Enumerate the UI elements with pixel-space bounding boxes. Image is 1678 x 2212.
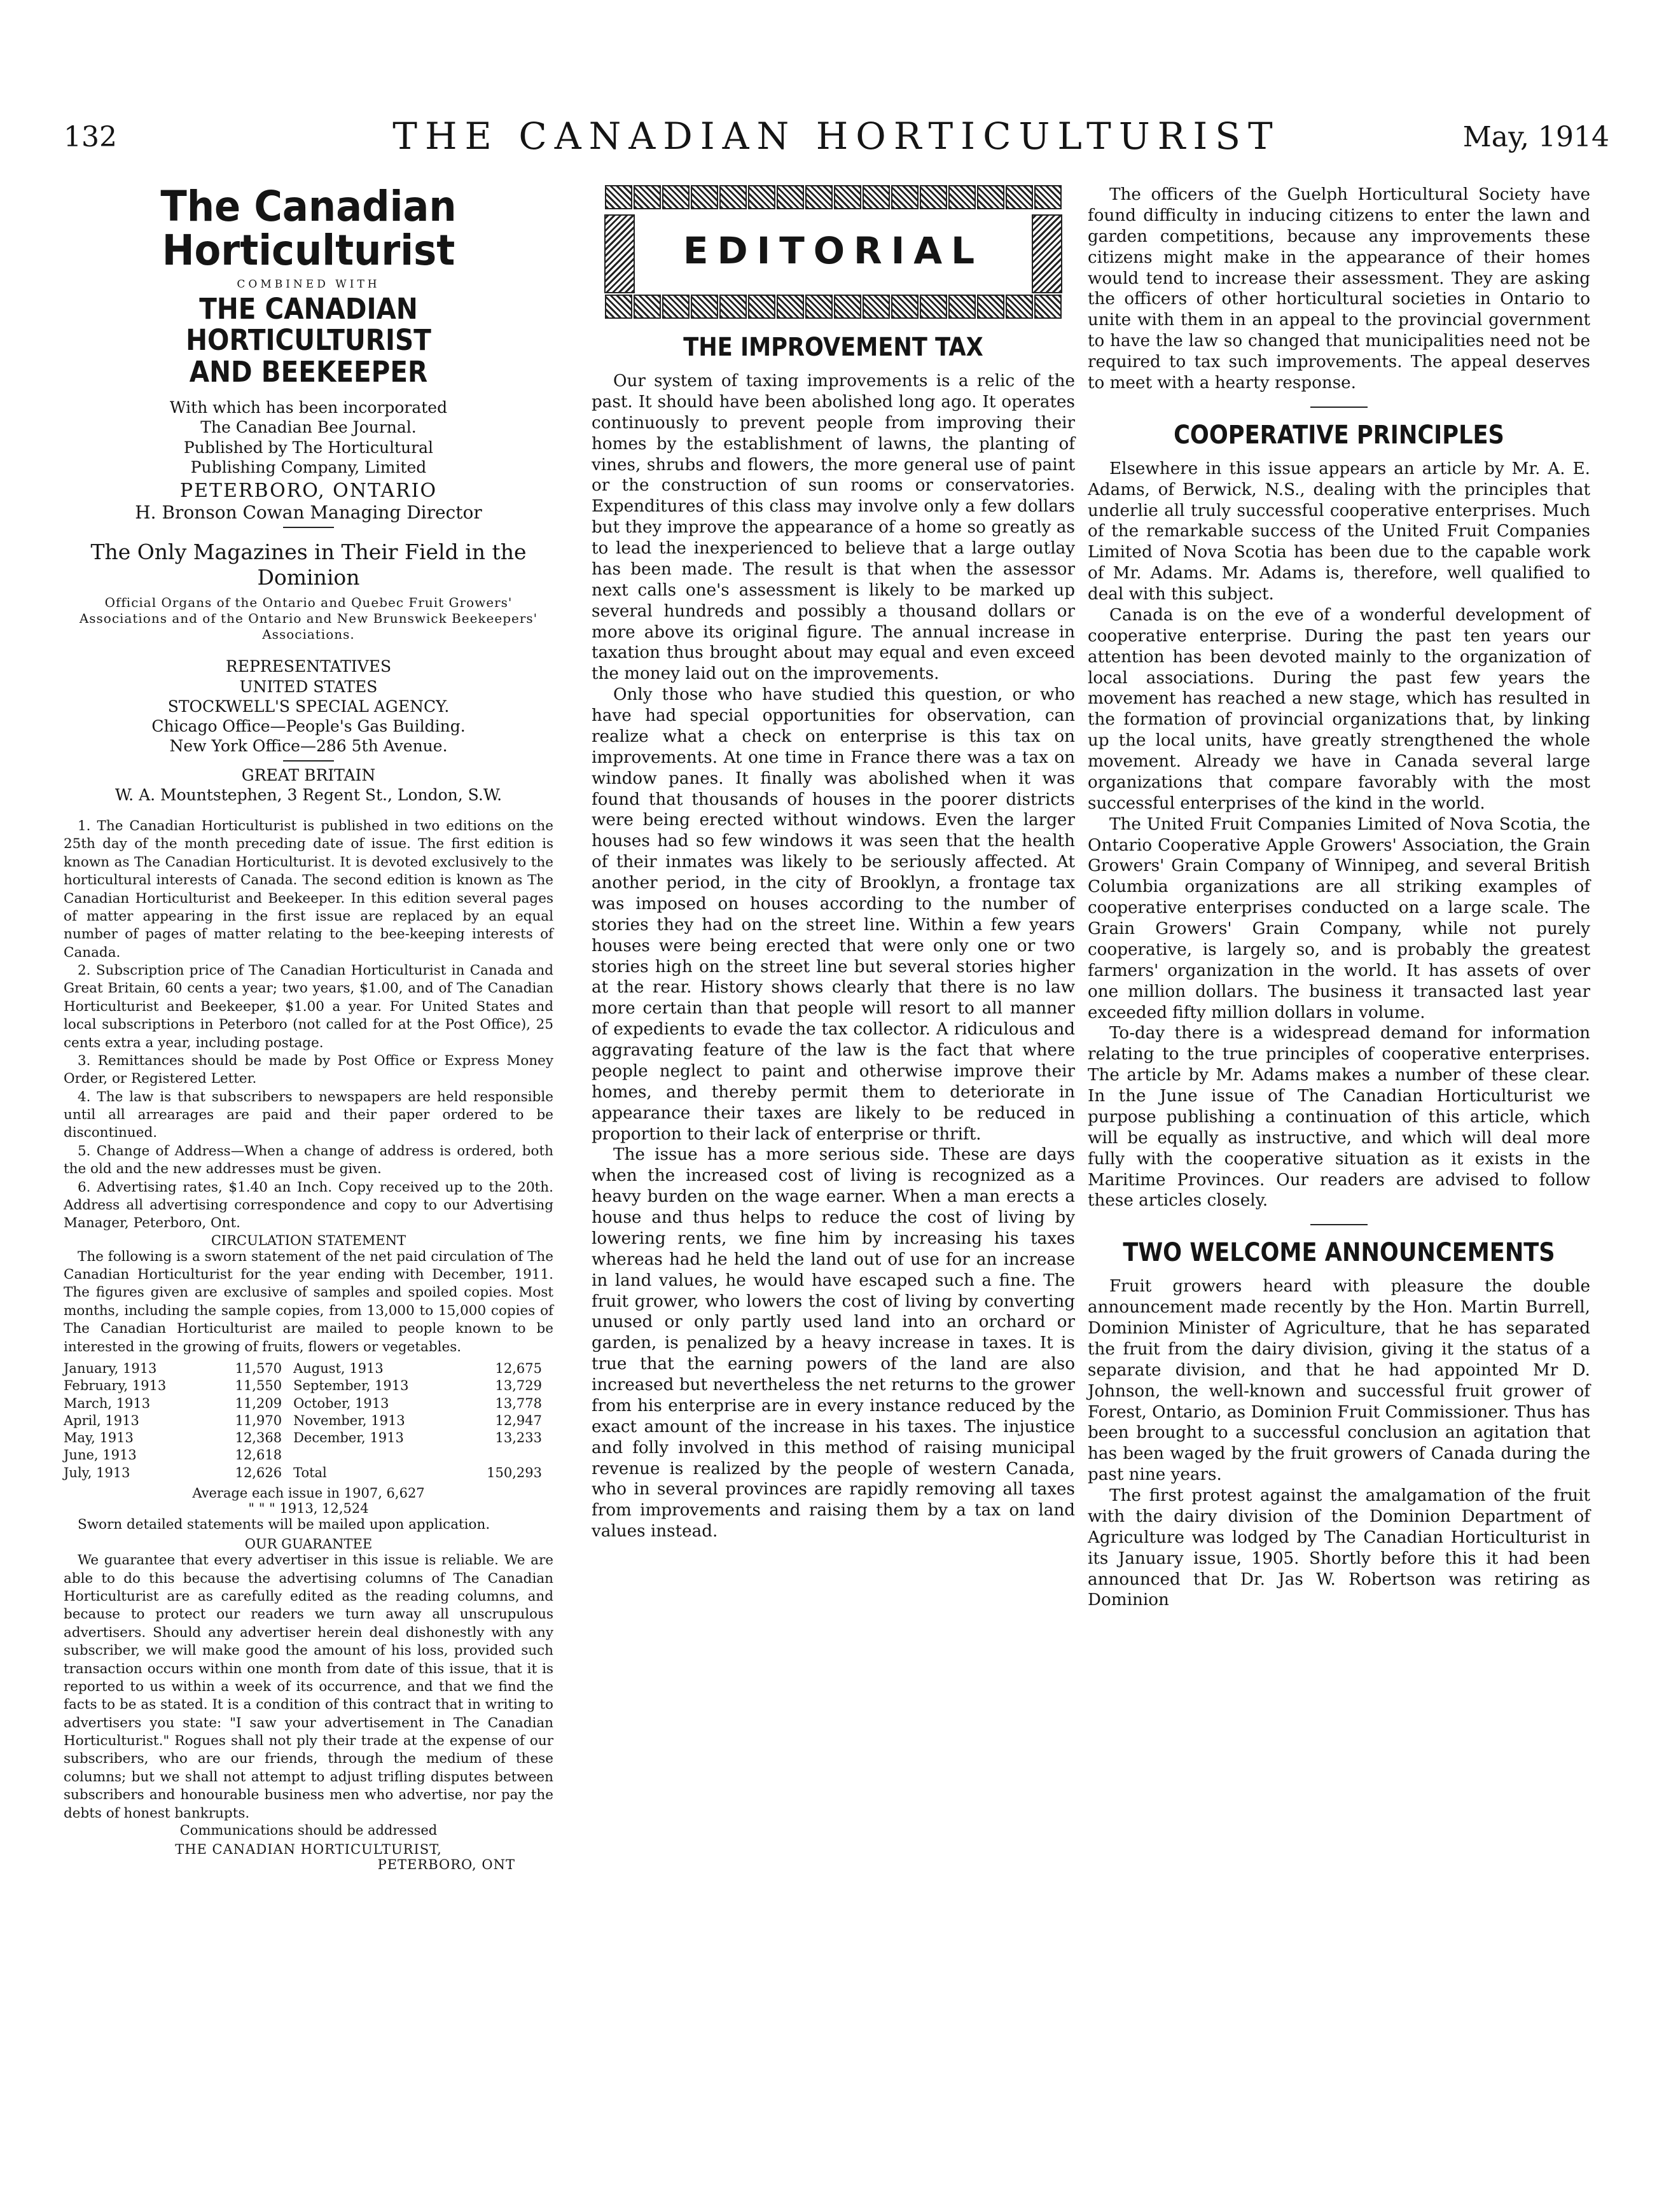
table-cell: October, 1913 bbox=[293, 1395, 389, 1411]
divider bbox=[1310, 407, 1368, 408]
page-header bbox=[64, 115, 1609, 165]
notice-item: 1. The Canadian Horticulturist is published in two editions on the 25th day of the month preceding date of issue. The first edition is known as The Canadian Horticulturist. It is devoted exclusively to the horticultural interests of Canada. The second edition is known as The Canadian Horticulturist and Beekeeper. In this edition several pages of matter appearing in the first issue are replaced by an equal number of pages of matter relating to the bee-keeping interests of Canada. bbox=[64, 818, 553, 961]
table-cell bbox=[458, 1447, 553, 1464]
editorial-banner bbox=[604, 184, 1062, 321]
ornament-border-top bbox=[604, 184, 1062, 210]
table-cell: November, 1913 bbox=[293, 1412, 405, 1428]
representatives-heading: REPRESENTATIVES bbox=[225, 657, 392, 676]
table-cell: September, 1913 bbox=[293, 1378, 409, 1394]
agency-name: STOCKWELL'S SPECIAL AGENCY. bbox=[167, 697, 450, 716]
table-cell: January, 1913 bbox=[64, 1360, 157, 1376]
table-cell: 12,626 bbox=[235, 1464, 282, 1480]
table-cell: July, 1913 bbox=[64, 1464, 130, 1480]
address-line-1: THE CANADIAN HORTICULTURIST, bbox=[175, 1841, 442, 1857]
notice-item: 6. Advertising rates, $1.40 an Inch. Copy received up to the 20th. Address all advertising correspondence and copy to our Advertising Manager, Peterboro, Ont. bbox=[64, 1179, 553, 1232]
ornament-border-bottom bbox=[604, 294, 1062, 319]
masthead-column bbox=[64, 184, 553, 1872]
managing-director: H. Bronson Cowan Managing Director bbox=[135, 502, 482, 524]
table-cell: December, 1913 bbox=[293, 1430, 404, 1446]
only-magazines: The Only Magazines in Their Field in the Dominion bbox=[90, 539, 527, 590]
circulation-table bbox=[64, 1360, 553, 1482]
address-line-2: PETERBORO, ONT bbox=[377, 1856, 515, 1872]
table-cell: 150,293 bbox=[487, 1464, 542, 1480]
divider bbox=[283, 527, 334, 528]
us-heading: UNITED STATES bbox=[239, 677, 378, 696]
table-cell: 12,675 bbox=[495, 1360, 542, 1376]
announcements-body bbox=[1088, 1276, 1590, 1611]
table-cell: 13,729 bbox=[495, 1378, 542, 1394]
improvement-tax-continued bbox=[1088, 184, 1590, 394]
gb-heading: GREAT BRITAIN bbox=[241, 765, 376, 784]
table-row bbox=[64, 1429, 553, 1447]
communications-line: Communications should be addressed bbox=[179, 1822, 438, 1838]
incorporated-line-2: The Canadian Bee Journal. bbox=[200, 418, 417, 437]
editorial-banner-text: EDITORIAL bbox=[683, 229, 984, 272]
chicago-office: Chicago Office—People's Gas Building. bbox=[151, 717, 466, 736]
article-paragraph: Our system of taxing improvements is a relic of the past. It should have been abolished long ago. It operates continuously to prevent people from improving their homes by the establishment of lawns, the planting of vines, shrubs and flowers, the more general use of paint or the construction of sun rooms or conservatories. Expenditures of this class may involve only a few dollars but they improve the appearance of a home so greatly as to lead the inexperienced to believe that a large outlay has been made. The result is that when the assessor next calls one's assessment is likely to be marked up several hundreds and possibly a thousand dollars or more above its original figure. The annual increase in taxation thus brought about may equal and even exceed the money laid out on the improvements. bbox=[592, 372, 1075, 684]
representatives-block bbox=[64, 657, 553, 805]
guarantee-text: We guarantee that every advertiser in this issue is reliable. We are able to do this because the advertising columns of The Canadian Horticulturist are as carefully edited as the reading columns, and because to protect our readers we turn away all unscrupulous advertisers. Should any advertiser herein deal dishonestly with any subscriber, we will make good the amount of his loss, provided such transaction occurs within one month from date of this issue, that it is reported to us within a week of its occurrence, and that we find the facts to be as stated. It is a condition of this contract that in writing to advertisers you state: "I saw your advertisement in The Canadian Horticulturist." Rogues shall not ply their trade at the expense of our subscribers, who are our friends, through the medium of these columns; but we shall not attempt to adjust trifling disputes between subscribers and honourable business men who advertise, nor pay the debts of honest bankrupts. bbox=[64, 1552, 553, 1821]
notice-item: 4. The law is that subscribers to newspapers are held responsible until all arrearages are paid and their paper ordered to be discontinued. bbox=[64, 1089, 553, 1141]
ornament-border-right bbox=[1032, 214, 1062, 293]
table-cell bbox=[293, 1447, 458, 1464]
page-number: 132 bbox=[64, 121, 117, 153]
gb-address: W. A. Mountstephen, 3 Regent St., London, S.W. bbox=[114, 785, 503, 804]
table-row bbox=[64, 1464, 553, 1482]
article-paragraph: The United Fruit Companies Limited of Nova Scotia, the Ontario Cooperative Apple Growers' Association, the Grain Growers' Grain Company of Winnipeg, and several British Columbia organizations are all striking examples of cooperative enterprises conducted on a large scale. The Grain Growers' Grain Company, while not purely cooperative, is largely so, and is probably the greatest farmers' organization in the world. It has assets of over one million dollars. The business it transacted last year exceeded fifty million dollars in volume. bbox=[1088, 814, 1590, 1022]
cooperative-heading: COOPERATIVE PRINCIPLES bbox=[1174, 420, 1504, 450]
official-organs: Official Organs of the Ontario and Quebec Fruit Growers' Associations and of the Ontario and New Brunswick Beekeepers' Associations. bbox=[79, 595, 538, 643]
table-cell: June, 1913 bbox=[64, 1447, 137, 1463]
table-cell: 11,570 bbox=[235, 1360, 282, 1376]
incorporated-line-1: With which has been incorporated bbox=[169, 398, 448, 417]
published-line-2: Publishing Company, Limited bbox=[190, 457, 427, 476]
divider bbox=[1310, 1224, 1368, 1225]
masthead-title: The Canadian Horticulturist bbox=[160, 182, 457, 275]
article-paragraph: Canada is on the eve of a wonderful development of cooperative enterprise. During the past ten years our attention has been devoted mainly to the organization of local associations. During the past few years the movement has reached a new stage, which has resulted in the formation of provincial organizations that, by linking up the local units, have greatly strengthened the whole movement. Already we have in Canada several large organizations that compare favorably with the most successful enterprises of the kind in the world. bbox=[1088, 605, 1590, 813]
table-cell: 12,947 bbox=[495, 1412, 542, 1428]
notice-item: 2. Subscription price of The Canadian Horticulturist in Canada and Great Britain, 60 cents a year; two years, $1.00, and of The Canadian Horticulturist and Beekeeper, $1.00 a year. For United States and local subscriptions in Peterboro (not called for at the Post Office), 25 cents extra a year, including postage. bbox=[64, 963, 553, 1051]
improvement-tax-body bbox=[592, 371, 1075, 1542]
table-row bbox=[64, 1447, 553, 1464]
table-cell: 11,209 bbox=[235, 1395, 282, 1411]
announcements-heading: TWO WELCOME ANNOUNCEMENTS bbox=[1123, 1238, 1555, 1268]
notice-item: 5. Change of Address—When a change of address is ordered, both the old and the new addresses must be given. bbox=[64, 1143, 553, 1178]
notices-block bbox=[64, 817, 553, 1233]
improvement-tax-heading: THE IMPROVEMENT TAX bbox=[683, 333, 983, 362]
sworn-statement: Sworn detailed statements will be mailed upon application. bbox=[78, 1516, 490, 1533]
table-cell: 11,550 bbox=[235, 1378, 282, 1394]
table-cell: August, 1913 bbox=[293, 1360, 384, 1376]
table-cell: 13,233 bbox=[495, 1430, 542, 1446]
article-paragraph: The first protest against the amalgamation of the fruit with the dairy division of the Dominion Department of Agriculture was lodged by The Canadian Horticulturist in its January issue, 1905. Shortly before this it had been announced that Dr. Jas W. Robertson was retiring as Dominion bbox=[1088, 1486, 1590, 1610]
table-cell: 12,368 bbox=[235, 1430, 282, 1446]
article-paragraph: To-day there is a widespread demand for information relating to the true principles of cooperative enterprises. The article by Mr. Adams makes a number of these clear. In the June issue of The Canadian Horticulturist we purpose publishing a continuation of this article, which will be equally as instructive, and which will deal more fully with the cooperative situation as it exists in the Maritime Provinces. Our readers are advised to follow these articles closely. bbox=[1088, 1024, 1590, 1211]
article-paragraph: Only those who have studied this question, or who have had special opportunities for observation, can realize what a check on enterprise is this tax on improvements. At one time in France there was a tax on window panes. It finally was abolished when it was found that thousands of houses in the poorer districts were being erected without windows. Even the larger houses had so few windows it was seen that the health of their inmates was likely to be seriously affected. At another period, in the city of Brooklyn, a frontage tax was imposed on houses according to the number of stories they had on the street line. Within a few years houses were being erected that were only one or two stories high on the street line but several stories higher at the rear. History shows clearly that there is no law more certain than that people will resort to all manner of expedients to evade the tax collector. A ridiculous and aggravating feature of the law is the fact that where people neglect to paint and otherwise improve their homes, and thereby permit them to deteriorate in appearance their taxes are likely to be reduced in proportion to their lack of enterprise or thrift. bbox=[592, 685, 1075, 1144]
circulation-intro: The following is a sworn statement of the net paid circulation of The Canadian Horticulturist for the year ending with December, 1911. The figures given are exclusive of samples and spoiled copies. Most months, including the sample copies, from 13,000 to 15,000 copies of The Canadian Horticulturist are mailed to people known to be interested in the growing of fruits, flowers or vegetables. bbox=[64, 1248, 553, 1355]
circulation-heading: CIRCULATION STATEMENT bbox=[211, 1232, 406, 1248]
issue-date: May, 1914 bbox=[1462, 121, 1609, 153]
masthead-subtitle-1: THE CANADIAN HORTICULTURIST bbox=[186, 291, 431, 358]
table-row bbox=[64, 1360, 553, 1377]
cooperative-body bbox=[1088, 459, 1590, 1212]
combined-with: COMBINED WITH bbox=[237, 277, 380, 291]
table-cell: April, 1913 bbox=[64, 1412, 139, 1428]
editorial-column bbox=[592, 184, 1075, 1542]
table-cell: 12,618 bbox=[235, 1447, 282, 1463]
article-paragraph: The officers of the Guelph Horticultural Society have found difficulty in inducing citizens to enter the lawn and garden competitions, because any improvements these citizens might make in the appearance of their homes would tend to increase their assessment. They are asking the officers of other horticultural societies in Ontario to unite with them in an appeal to the provincial government to have the law so changed that municipalities need not be required to tax such improvements. The appeal deserves to meet with a hearty response. bbox=[1088, 185, 1590, 393]
table-row bbox=[64, 1377, 553, 1395]
ornament-border-left bbox=[604, 214, 635, 293]
table-cell: March, 1913 bbox=[64, 1395, 151, 1411]
new-york-office: New York Office—286 5th Avenue. bbox=[169, 737, 448, 756]
article-paragraph: Fruit growers heard with pleasure the double announcement made recently by the Hon. Martin Burrell, Dominion Minister of Agriculture, that he has separated the fruit from the dairy division, giving it the status of a separate division, and that he had appointed Mr D. Johnson, the well-known and successful fruit grower of Forest, Ontario, as Dominion Fruit Commissioner. Thus has been brought to a successful conclusion an agitation that has been waged by the fruit growers of Canada during the past nine years. bbox=[1088, 1277, 1590, 1485]
table-row bbox=[64, 1395, 553, 1412]
publisher-city: PETERBORO, ONTARIO bbox=[179, 480, 438, 503]
article-paragraph: Elsewhere in this issue appears an article by Mr. A. E. Adams, of Berwick, N.S., dealing with the principles that underlie all truly successful cooperative enterprises. Much of the remarkable success of the United Fruit Companies Limited of Nova Scotia has been due to the capable work of Mr. Adams. Mr. Adams is, therefore, well qualified to deal with this subject. bbox=[1088, 459, 1590, 604]
editorial-column-right bbox=[1088, 184, 1590, 1611]
average-line-2: " " " 1913, 12,524 bbox=[248, 1500, 369, 1516]
article-paragraph: The issue has a more serious side. These are days when the increased cost of living is recognized as a heavy burden on the wage earner. When a man erects a house and thus helps to reduce the cost of living by lowering rents, we fine him by increasing his taxes whereas had he held the land out of use for an increase in land values, he would have escaped such a fine. The fruit grower, who lowers the cost of living by converting unused or only partly used land into an orchard or garden, is penalized by a heavy increase in taxes. It is true that the earning powers of the land are also increased but nevertheless the net returns to the grower from his enterprise are in every instance reduced by the exact amount of the increase in his taxes. The injustice and folly involved in this method of raising municipal revenue is realized by the people of western Canada, who in several provinces are rapidly removing all taxes from improvements and raising them by a tax on land values instead. bbox=[592, 1145, 1075, 1541]
journal-title: THE CANADIAN HORTICULTURIST bbox=[392, 115, 1280, 158]
published-line-1: Published by The Horticultural bbox=[183, 438, 434, 457]
table-cell: 11,970 bbox=[235, 1412, 282, 1428]
guarantee-heading: OUR GUARANTEE bbox=[244, 1536, 373, 1552]
masthead-subtitle-2: AND BEEKEEPER bbox=[189, 354, 428, 389]
divider bbox=[283, 760, 334, 762]
table-cell: February, 1913 bbox=[64, 1378, 167, 1394]
table-cell: Total bbox=[293, 1464, 327, 1480]
notice-item: 3. Remittances should be made by Post Office or Express Money Order, or Registered Letter. bbox=[64, 1052, 553, 1087]
table-row bbox=[64, 1412, 553, 1429]
table-cell: May, 1913 bbox=[64, 1430, 134, 1446]
table-cell: 13,778 bbox=[495, 1395, 542, 1411]
average-line-1: Average each issue in 1907, 6,627 bbox=[192, 1485, 425, 1501]
